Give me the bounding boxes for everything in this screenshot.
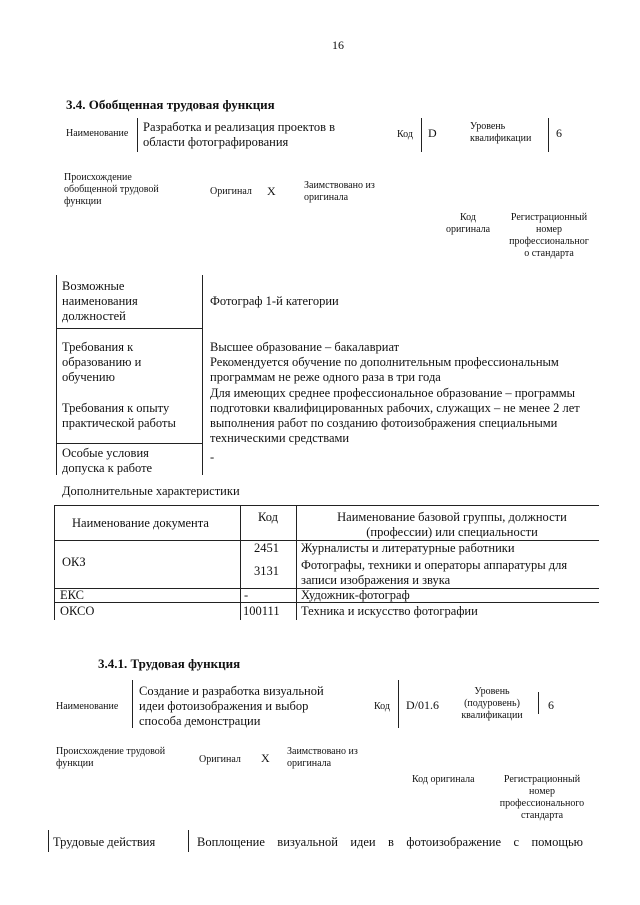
okz-label: ОКЗ [62,555,86,569]
positions-value: Фотограф 1-й категории [210,294,339,308]
level-label: Уровень квалификации [470,121,532,144]
origin-label: Происхождение трудовой функции [56,746,166,769]
section-heading: 3.4. Обобщенная трудовая функция [66,97,275,112]
gtf-name-value: Разработка и реализация проектов в области фотографирования [143,120,336,149]
code-original-label: Код оригинала [412,774,475,785]
code-value: D/01.6 [406,698,439,712]
actions-value: Воплощение визуальной идеи в фотоизображение с помощью [197,835,583,849]
extra-title: Дополнительные характеристики [62,484,240,498]
okz-code: 3131 [254,564,279,578]
col-group-name: Наименование базовой группы, должности (профессии) или специальности [337,510,567,539]
conditions-label: Особые условия допуска к работе [62,446,153,475]
okz-name: Фотографы, техники и операторы аппаратуры для записи изображения и звука [301,558,568,587]
eks-name: Художник-фотограф [301,588,410,602]
level-label: Уровень (подуровень) квалификации [461,686,523,721]
okso-name: Техника и искусство фотографии [301,604,478,618]
col-code: Код [258,510,278,524]
tf-name-value: Создание и разработка визуальной идеи фотоизображения и выбор способа демонстрации [139,684,324,728]
code-value: D [428,126,437,140]
experience-label: Требования к опыту практической работы [62,401,176,430]
okso-doc: ОКСО [60,604,95,618]
subsection-heading: 3.4.1. Трудовая функция [98,656,241,671]
name-label: Наименование [66,128,129,139]
positions-label: Возможные наименования должностей [62,279,138,323]
level-value: 6 [548,698,554,712]
reg-number-label: Регистрационный номер профессионального стандарта [499,774,585,821]
original-label: Оригинал [199,754,241,765]
code-label: Код [397,129,413,140]
okz-name: Журналисты и литературные работники [301,541,515,555]
code-label: Код [374,701,390,712]
original-mark: X [267,184,276,198]
conditions-value: - [210,450,215,464]
name-label: Наименование [56,701,119,712]
borrowed-label: Заимствовано из оригинала [287,746,358,769]
page-number: 16 [332,38,344,52]
education-label: Требования к образованию и обучению [62,340,142,384]
experience-value: Для имеющих среднее профессиональное образование – программы подготовки квалифицированных рабочих, служащих – не менее 2 лет выполнения работ по созданию фотоизображения специальными техническими средствами [210,386,580,445]
education-value: Высшее образование – бакалавриат Рекомендуется обучение по дополнительным профессиональным программам не реже одного раза в три года [210,340,559,384]
level-value: 6 [556,126,562,140]
borrowed-label: Заимствовано из оригинала [304,180,375,203]
original-mark: X [261,751,270,765]
eks-code: - [244,588,249,602]
eks-doc: ЕКС [60,588,84,602]
code-original-label: Код оригинала [445,212,491,235]
reg-number-label: Регистрационный номер профессиональног о стандарта [509,212,589,259]
okz-code: 2451 [254,541,279,555]
okso-code: 100111 [243,604,280,618]
original-label: Оригинал [210,186,252,197]
actions-label: Трудовые действия [53,835,156,849]
col-document: Наименование документа [72,516,209,530]
origin-label: Происхождение обобщенной трудовой функции [64,172,159,207]
